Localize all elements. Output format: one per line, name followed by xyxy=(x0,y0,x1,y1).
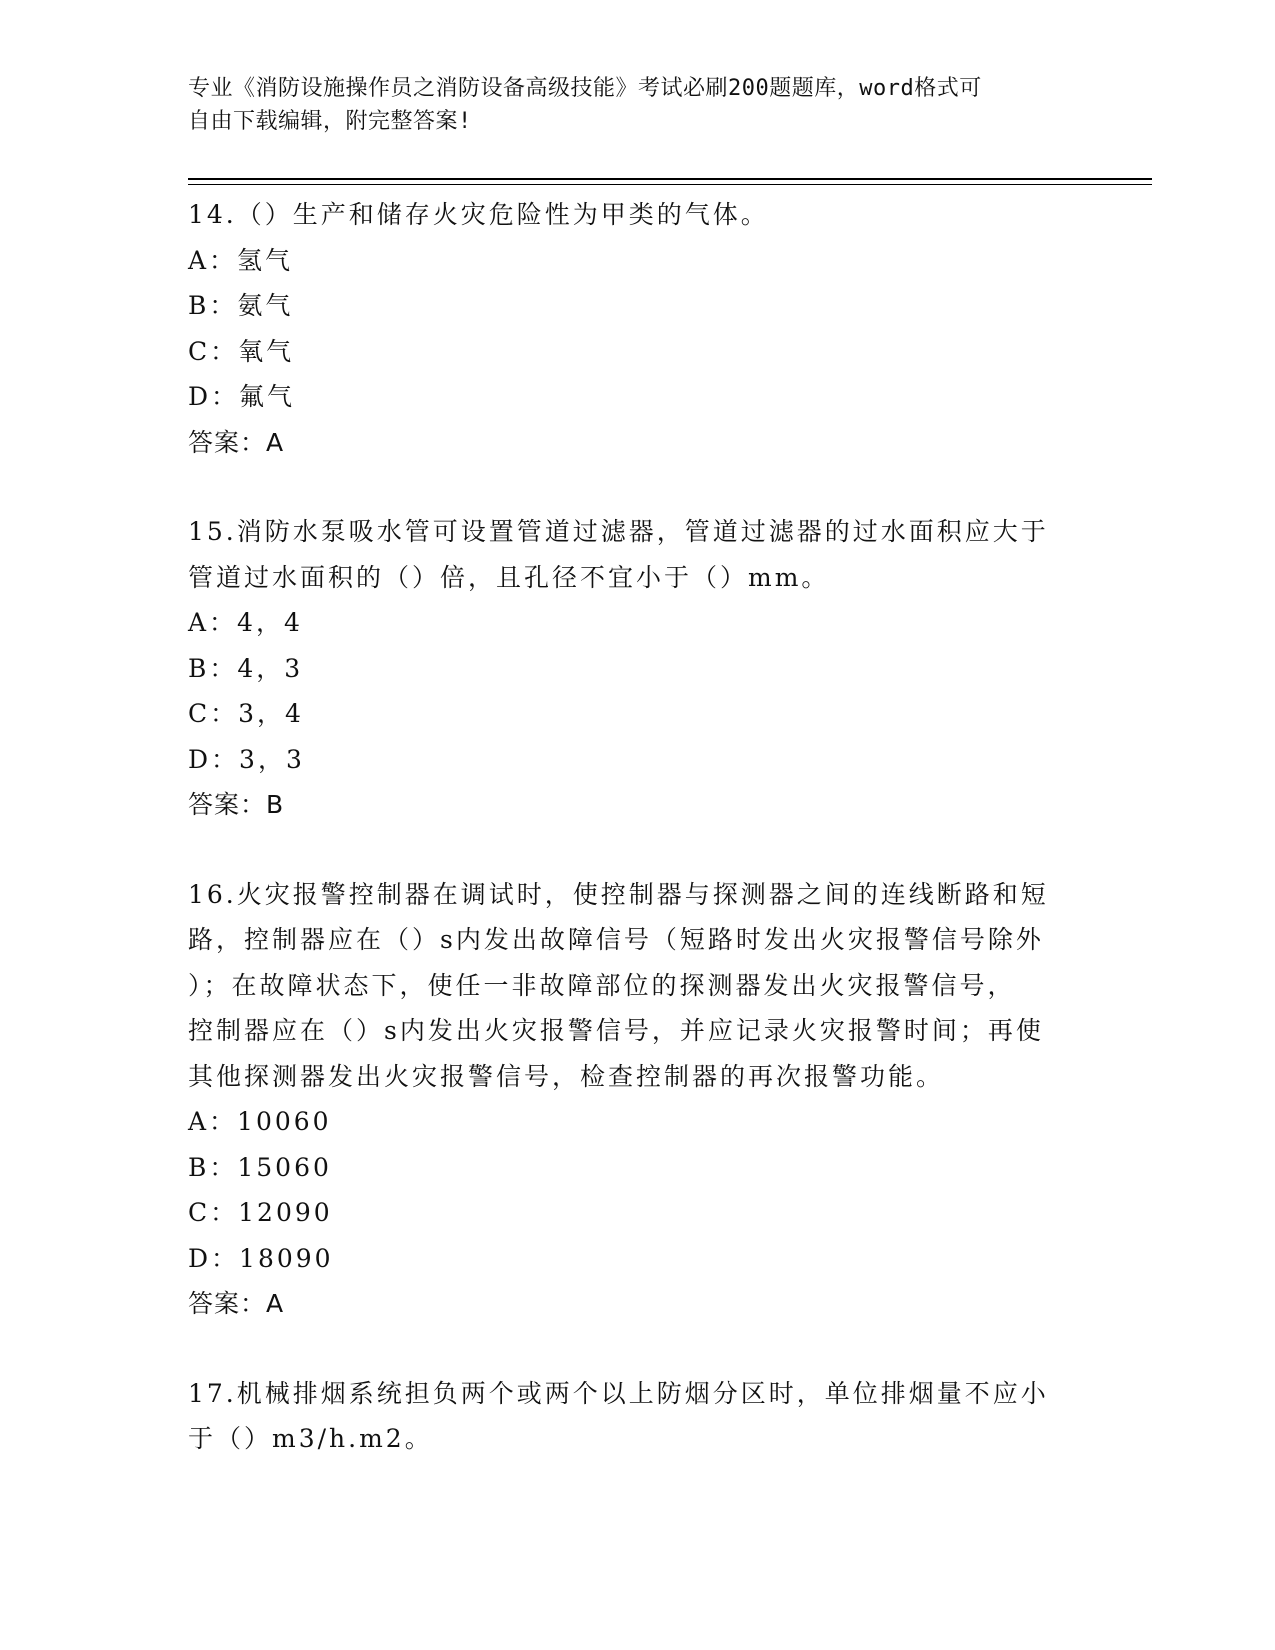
option-d: D：3，3 xyxy=(188,744,305,774)
question-text-line-2: 于（）m3/h.m2。 xyxy=(188,1424,433,1453)
option-a: A：4，4 xyxy=(188,608,303,637)
header-rule-thick xyxy=(188,178,1152,180)
question-text-line-5: 其他探测器发出火灾报警信号，检查控制器的再次报警功能。 xyxy=(188,1061,945,1091)
option-b: B：15060 xyxy=(188,1152,332,1182)
answer: 答案：A xyxy=(188,427,285,457)
question-17 xyxy=(188,1371,1088,1462)
option-c: C：3，4 xyxy=(188,699,304,728)
answer: 答案：A xyxy=(188,1289,285,1318)
question-text-line-2: 路，控制器应在（）s内发出故障信号（短路时发出火灾报警信号除外 xyxy=(188,925,1044,954)
document-header xyxy=(188,72,1088,138)
header-line-2: 自由下载编辑，附完整答案! xyxy=(188,109,472,134)
question-text-line-4: 控制器应在（）s内发出火灾报警信号，并应记录火灾报警时间；再使 xyxy=(188,1016,1044,1045)
question-text-line-1: 15.消防水泵吸水管可设置管道过滤器，管道过滤器的过水面积应大于 xyxy=(188,517,1049,546)
option-a: A：氢气 xyxy=(188,245,294,275)
question-15 xyxy=(188,509,1088,828)
option-c: C：氧气 xyxy=(188,336,295,366)
question-text-line-1: 17.机械排烟系统担负两个或两个以上防烟分区时，单位排烟量不应小 xyxy=(188,1378,1049,1408)
answer: 答案：B xyxy=(188,790,285,819)
option-d: D：氟气 xyxy=(188,382,296,411)
option-d: D：18090 xyxy=(188,1243,334,1273)
question-text-line-3: ）；在故障状态下，使任一非故障部位的探测器发出火灾报警信号， xyxy=(188,970,1016,1000)
option-c: C：12090 xyxy=(188,1198,333,1227)
question-14 xyxy=(188,192,1088,465)
question-list xyxy=(188,192,1088,1462)
question-text-line-2: 管道过水面积的（）倍，且孔径不宜小于（）mm。 xyxy=(188,562,830,592)
header-line-1: 专业《消防设施操作员之消防设备高级技能》考试必刷200题题库，word格式可 xyxy=(188,76,982,101)
header-rule-thin xyxy=(188,184,1152,185)
option-a: A：10060 xyxy=(188,1107,332,1136)
question-text: 14.（）生产和储存火灾危险性为甲类的气体。 xyxy=(188,200,769,229)
question-16 xyxy=(188,872,1088,1327)
question-text-line-1: 16.火灾报警控制器在调试时，使控制器与探测器之间的连线断路和短 xyxy=(188,879,1049,909)
option-b: B：氨气 xyxy=(188,291,294,320)
option-b: B：4，3 xyxy=(188,653,304,683)
